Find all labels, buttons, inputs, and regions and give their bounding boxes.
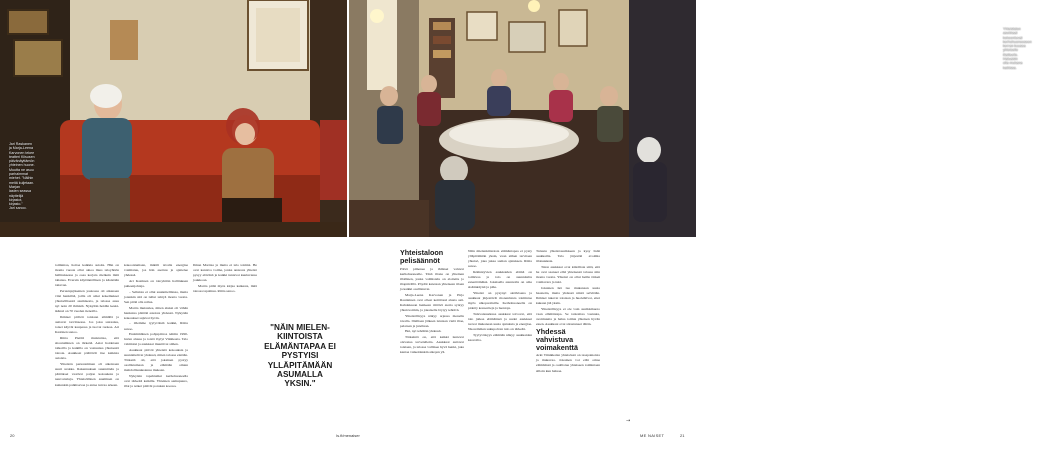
- paragraph: Hei, nyt tehdään yhdessä.: [405, 329, 442, 334]
- paragraph: kokoontumaan, mikäli tavalla energiaa voimistuu, jos hän asettuu ja ajattelee yhdessä.: [124, 263, 188, 278]
- paragraph: Talon asukkaat ovat kiitollisia siitä, että he ovat saaneet elää yhteisessä talossa niin monta vuotta. Yhteisö on ollut heille tärkeä voimavara ja tuki.: [536, 264, 600, 285]
- continue-arrow-icon: →: [626, 418, 631, 424]
- photo-caption-left: Jari Raskanen ja Marja-Leena Karvonen tekee teatteri Kiisusen päivänäyttämön yhteinen huone. Muutta ne asuu parhaimmat miehet. "Näihin meitä kuljetaan. Marjan lasten seassa näyttelijä kirjastot, kirjasto." Jari sanoo.: [9, 142, 35, 211]
- paragraph: Päivä pimenee ja ihmiset valuvat kerhohuoneelle. Tänä iltana on yhteinen illallinen, jonka valmistelu on aloitettu jo iltapäivällä. Pöydät katetaan yhteiseen tilaan ja kaikki osallistuvat.: [400, 266, 464, 291]
- paragraph: Yhteisöllisyys ei ole vain asumismuoto vaan elämäntapa. Se tarkoittaa vastuuta, avoimuutta ja halua toimia yhteisen hyvän eteen. Asukkaat ovat sitoutuneet tähän.: [536, 306, 600, 327]
- paragraph: Martta pitää myös kirjaa kaikesta, mitä talossa tapahtuu. Riitta sanoo.: [193, 283, 257, 294]
- paragraph: – Sellaista ei ollut suunnitelmissa, mutta jotenkin sitä on tullut tehtyä monta vuotta. Sen pitää olla reilua.: [124, 289, 188, 304]
- paragraph: Ensimmäinen pohjapiirros tehtiin 1990-luvun alussa ja tontti löytyi Viinikasta. Talo valmistui ja asukkaat muuttivat siihen.: [124, 332, 188, 347]
- article-column-6: [536, 249, 600, 427]
- paragraph: Perustajajäsenten joukossa oli aikanaan viisi henkilöä, joilla oli omat kokemukset yhteisöllisestä asumisesta, ja talossa asuu nyt noin 20 ihmistä. Nykyään heidän keski-ikänsä on 70 vuoden tienoilla.: [55, 289, 119, 314]
- paragraph: Yhteisö on pysynyt aktiivisena ja asukkaat järjestävät monenlaista toimintaa myös ulkopuolisille. Kerhohuoneella on pidetty konsertteja ja luentoja.: [468, 290, 532, 311]
- paragraph: toimintaa, hoitaa kaikkia asioita. Hän on monia vuosia ollut ainoa mies taloyhtiön hallituksessa ja osaa korjata melkein mitä tahansa. Eversin käytännöllisen ja käsistään taitavan.: [55, 263, 119, 288]
- paragraph: Martta muistelee, miten aluksi oli vähän hankalaa päättää asioista yhdessä. Nykyään kokoukset sujuvat hyvin.: [124, 305, 188, 320]
- article-column-5: [468, 249, 532, 427]
- photo-couple-on-sofa: [0, 0, 347, 237]
- magazine-name: ME NAISET: [640, 433, 665, 438]
- subheading: Yhdessä vahvistuva voimakenttä: [536, 326, 578, 352]
- paragraph: Asukkaat pitivät yhteisiä kokouksia ja suunnittelivat yhdessä, miten talossa eletään. Tärkeää oli, että jokainen pystyy osallistumaan ja elämään omien mahdollisuuksiensa mukaan.: [124, 348, 188, 373]
- pull-quote: "NÄIN MIELEN-KIINTOISTA ELÄMÄNTAPAA EI PYSTYISI YLLÄPITÄMÄÄN ASUMALLA YKSIN.": [264, 323, 336, 389]
- magazine-url: ls.fi/menaiser: [336, 433, 360, 438]
- paragraph: Ikäänntyvien asukkaiden elämä on toimivaa ja talo on suunniteltu esteettömäksi. Jokaisella asunnolla on oma sisäänkäynti ja piha.: [468, 269, 532, 290]
- photo-couple-on-sofa-image: [0, 0, 347, 237]
- page-number-left: 20: [10, 433, 15, 438]
- photo-group-dinner: [349, 0, 1032, 237]
- paragraph: Tutustu yhteisöasumiseen ja kysy lisää asukkailta. Talo järjestää avoimia tilaisuuksia.: [536, 249, 600, 264]
- article-column-3: [193, 263, 257, 427]
- subheading: Yhteistaloon pelisäännöt: [400, 248, 444, 265]
- paragraph: Tyytyväisyys elämään näkyy asukkaiden kasvoilta.: [468, 332, 532, 342]
- paragraph: Ilman Marttaa ja muita ei talo toimisi. He ovat kantava voima, jonka ansiosta yhteisö pysyy elävänä ja kaikki tuntevat kuuluvansa joukkoon.: [193, 263, 257, 283]
- paragraph: Riitta Pietilä muistuttaa, että sitoutuminen on tärkeää. Asiat hoidetaan talkoilla ja kaikilla on vastuunsa yhteisestä talosta. Asukkaat päättävät itse kaikista asioista.: [55, 336, 119, 361]
- article-column-2: [124, 263, 188, 427]
- paragraph: Nykyisin tapahtumat kerhohuoneella ovat tärkeitä kaikille. Yhteinen aamupuuro, illat ja retket pitävät porukan koossa.: [124, 374, 188, 389]
- page-number-right: 21: [680, 433, 685, 438]
- photo-group-dinner-image: [349, 0, 696, 237]
- paragraph: – Olemme tyytyväisiä kaikki, Riitta sanoo.: [124, 321, 188, 331]
- photo-caption-right: Yhteistalon asukkaat kokoontuvat kerhohuoneeseen kerran kuussa yhteiselle illalliselle. Haluaisin olla mukana kaikissa.: [1003, 27, 1032, 70]
- paragraph: Yhteisön perustaminen oli aikoinaan suuri urakka. Rakennuksen suunnittelu ja päätökset vaativat paljon kokouksia ja neuvotteluja. Yhteisöllinen asuminen on kuitenkin palkitsevaa ja antaa turvaa arkeen.: [55, 362, 119, 387]
- paragraph: Arki Viinikkalan yhteisössä on tasapainoista ja mukavaa. Jokainen voi elää omaa elämäänsä ja osallistua yhteiseen toimintaan silloin kun haluaa.: [536, 353, 600, 373]
- paragraph: Ihmiset pitävät toisiaan silmällä ja auttavat tarvittaessa. Jos joku sairastuu, toiset käyvät kaupassa ja tuovat ruokaa. Ari Kastinen sanoo.: [55, 315, 119, 335]
- paragraph: Marja-Leena Karvonen ja Pirjo Rautiainen ovat olleet keittiössä alusta asti. Kahdeksaan henkeen riittävä ateria syntyy yhteisvoimin, ja jokaiselle löytyy tehtävä.: [400, 292, 464, 312]
- article-column-1: [55, 263, 119, 427]
- paragraph: Tärkeintä on, että kaikki tuntevat olevansa tervetulleita. Asukkaat auttavat toisiaan, ja talossa vallitsee hyvä henki, joka kantaa vaikeidenkin aikojen yli.: [400, 335, 464, 355]
- paragraph: Yhteisöllisyys näkyy arjessa monella tavalla. Illallisen jälkeen istutaan vielä iltaa, pelataan ja jutellaan.: [400, 313, 464, 328]
- paragraph: Näin mielenkiintoista elämäntapaa ei pysty ylläpitämään yksin, vaan siihen tarvitaan yhteisö, joka jakaa saman ajatuksen. Riitta sanoo.: [468, 249, 532, 269]
- paragraph: Tulevaisuudessa asukkaat toivovat, että talo jatkaa elämäänsä ja uudet asukkaat tuovat mukanaan uusia ajatuksia ja energiaa. Nuoremman sukupolven tulo on tärkeää.: [468, 311, 532, 332]
- article-column-4: [400, 249, 464, 427]
- paragraph: Jokainen ikä tuo mukanaan uusia haasteita, mutta yhdessä niistä selvitään. Ihmiset tukevat toisiaan ja huolehtivat, ettei kukaan jää yksin.: [536, 285, 600, 306]
- paragraph: Ari Kastinen on taloyhtiön hallituksen puheenjohtaja.: [124, 278, 188, 288]
